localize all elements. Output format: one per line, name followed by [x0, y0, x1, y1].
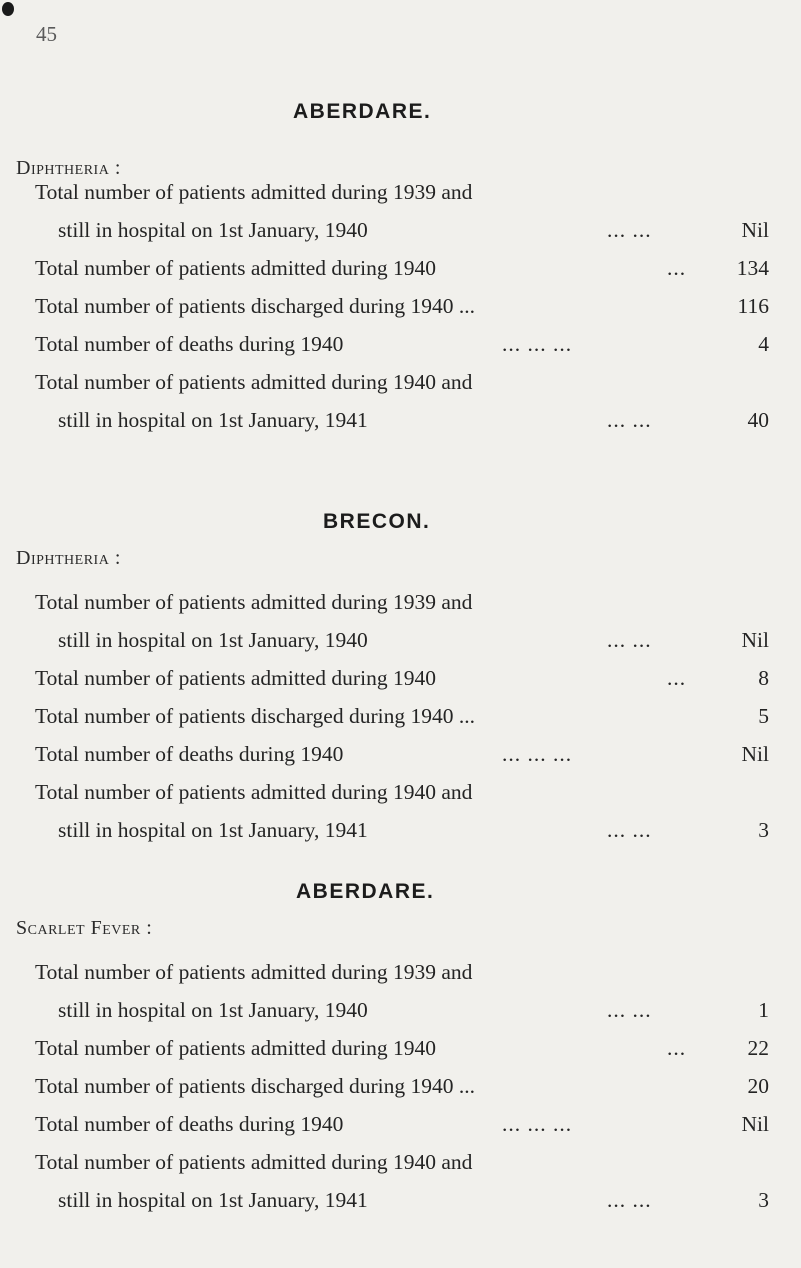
- stat-row: [0, 332, 801, 372]
- disease-label: Diphtheria :: [16, 157, 121, 179]
- stat-row: [0, 180, 801, 220]
- stat-row: [0, 370, 801, 410]
- leader-dots: ... ...: [607, 818, 652, 842]
- stat-label: Total number of patients admitted during 1940: [35, 666, 436, 690]
- leader-dots: ...: [667, 1036, 687, 1060]
- stat-label: Total number of patients discharged during 1940 ...: [35, 294, 475, 318]
- stat-row: [0, 256, 801, 296]
- stat-value: 20: [747, 1074, 769, 1098]
- stat-value: Nil: [741, 218, 769, 242]
- stat-label: still in hospital on 1st January, 1940: [58, 218, 368, 242]
- stat-label: still in hospital on 1st January, 1940: [58, 628, 368, 652]
- stat-label: Total number of patients admitted during 1939 and: [35, 180, 473, 204]
- leader-dots: ... ...: [607, 1188, 652, 1212]
- stat-value: 1: [758, 998, 769, 1022]
- stat-label: Total number of deaths during 1940: [35, 742, 344, 766]
- stat-row: [0, 742, 801, 782]
- stat-label: still in hospital on 1st January, 1940: [58, 998, 368, 1022]
- leader-dots: ... ... ...: [502, 742, 573, 766]
- stat-row: [0, 704, 801, 744]
- disease-label: Diphtheria :: [16, 547, 121, 569]
- stat-row: [0, 998, 801, 1038]
- stat-label: Total number of patients admitted during 1940 and: [35, 1150, 473, 1174]
- stat-row: [0, 218, 801, 258]
- stat-value: 40: [747, 408, 769, 432]
- stat-value: 22: [747, 1036, 769, 1060]
- stat-row: [0, 666, 801, 706]
- stat-label: Total number of patients admitted during 1939 and: [35, 590, 473, 614]
- stat-row: [0, 1036, 801, 1076]
- stat-row: [0, 408, 801, 448]
- stat-value: 3: [758, 1188, 769, 1212]
- stat-label: still in hospital on 1st January, 1941: [58, 1188, 368, 1212]
- section-heading: BRECON.: [323, 510, 431, 533]
- stat-value: 134: [736, 256, 769, 280]
- stat-label: Total number of patients discharged during 1940 ...: [35, 1074, 475, 1098]
- leader-dots: ... ...: [607, 628, 652, 652]
- stat-value: 4: [758, 332, 769, 356]
- leader-dots: ... ...: [607, 408, 652, 432]
- section-heading: ABERDARE.: [293, 100, 432, 123]
- stat-value: 5: [758, 704, 769, 728]
- section-heading: ABERDARE.: [296, 880, 435, 903]
- stat-label: still in hospital on 1st January, 1941: [58, 818, 368, 842]
- stat-row: [0, 294, 801, 334]
- leader-dots: ...: [667, 256, 687, 280]
- stat-label: Total number of patients discharged during 1940 ...: [35, 704, 475, 728]
- leader-dots: ...: [667, 666, 687, 690]
- stat-value: Nil: [741, 742, 769, 766]
- disease-label: Scarlet Fever :: [16, 917, 153, 939]
- stat-label: Total number of patients admitted during 1940 and: [35, 370, 473, 394]
- leader-dots: ... ... ...: [502, 1112, 573, 1136]
- stat-value: 3: [758, 818, 769, 842]
- stat-row: [0, 1112, 801, 1152]
- stat-row: [0, 590, 801, 630]
- stat-label: Total number of patients admitted during 1940: [35, 1036, 436, 1060]
- stat-value: Nil: [741, 628, 769, 652]
- stat-label: Total number of patients admitted during 1939 and: [35, 960, 473, 984]
- ink-smudge: [2, 2, 14, 16]
- stat-row: [0, 960, 801, 1000]
- stat-value: Nil: [741, 1112, 769, 1136]
- stat-label: Total number of deaths during 1940: [35, 1112, 344, 1136]
- leader-dots: ... ... ...: [502, 332, 573, 356]
- stat-row: [0, 818, 801, 858]
- stat-label: Total number of patients admitted during 1940 and: [35, 780, 473, 804]
- page-number: 45: [36, 22, 57, 46]
- stat-value: 116: [737, 294, 769, 318]
- stat-label: Total number of deaths during 1940: [35, 332, 344, 356]
- leader-dots: ... ...: [607, 218, 652, 242]
- stat-label: Total number of patients admitted during 1940: [35, 256, 436, 280]
- stat-value: 8: [758, 666, 769, 690]
- stat-row: [0, 1074, 801, 1114]
- leader-dots: ... ...: [607, 998, 652, 1022]
- stat-row: [0, 1150, 801, 1190]
- stat-label: still in hospital on 1st January, 1941: [58, 408, 368, 432]
- stat-row: [0, 628, 801, 668]
- stat-row: [0, 1188, 801, 1228]
- stat-row: [0, 780, 801, 820]
